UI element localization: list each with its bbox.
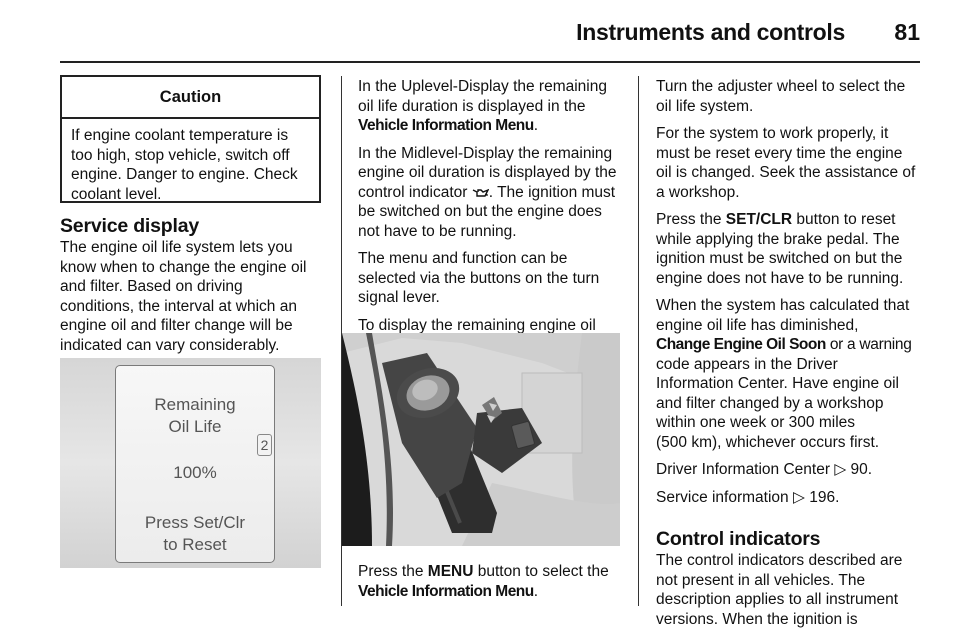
bold-term-vehicle-information-menu: Vehicle Information Menu: [358, 117, 534, 134]
display-text-remaining: Remaining: [154, 395, 236, 414]
text-line: In the Midlevel-Display the remaining: [358, 144, 613, 162]
text-line: description applies to all instrument: [656, 591, 899, 608]
lever-illustration: [342, 333, 620, 546]
text-line: ignition must be switched on but the: [656, 250, 903, 267]
oil-can-icon: [472, 187, 489, 198]
text-fragment: Driver Information Center: [656, 461, 835, 478]
text-line: Turn the adjuster wheel to select the: [656, 78, 906, 95]
bold-term-change-engine-oil-soon: Change Engine Oil Soon: [656, 336, 826, 353]
text-line: must be reset every time the engine: [656, 144, 903, 162]
text-line: be switched on but the engine does: [358, 203, 602, 220]
text-fragment: . The ignition must: [488, 183, 616, 201]
text-line: selected via the buttons on the turn: [358, 269, 600, 287]
text-line: too high, stop vehicle, switch off: [71, 146, 290, 164]
text-line: conditions, the interval at which an: [60, 297, 297, 315]
right-column-text: [656, 77, 926, 629]
text-line: When the system has calculated that: [656, 297, 910, 314]
text-line: oil life duration is displayed in the: [358, 97, 586, 115]
turn-signal-lever-figure: [342, 333, 620, 546]
text-line: not have to be running.: [358, 222, 517, 240]
paragraph: [656, 77, 926, 116]
display-screen: [115, 365, 275, 563]
text-line: indicated can vary considerably.: [60, 336, 280, 354]
text-line: and filter. Based on driving: [60, 278, 243, 295]
text-line: (500 km), whichever occurs first.: [656, 433, 880, 451]
text-line: engine does not have to be running.: [656, 269, 904, 287]
text-line: signal lever.: [358, 289, 440, 306]
text-line: a workshop.: [656, 183, 740, 201]
text-line: Information Center. Have engine oil: [656, 375, 899, 392]
text-line: engine oil duration is displayed by the: [358, 164, 617, 181]
text-fragment: Press the: [656, 211, 726, 228]
bold-term-vehicle-information-menu: Vehicle Information Menu: [358, 582, 534, 600]
column-divider-right: [638, 76, 639, 606]
header-rule: [60, 61, 920, 63]
text-line: For the system to work properly, it: [656, 125, 889, 142]
text-fragment: Press the: [358, 563, 428, 580]
display-text-to-reset: to Reset: [163, 535, 227, 554]
paragraph: [656, 296, 926, 452]
bold-term-set-clr: SET/CLR: [725, 211, 793, 228]
oil-life-display-figure: [60, 358, 321, 568]
text-line: The control indicators described are: [656, 552, 903, 569]
text-fragment: Service information: [656, 488, 793, 506]
cross-reference-arrow-icon: ▷: [792, 488, 805, 506]
bold-term-menu: MENU: [427, 563, 474, 580]
text-line: oil life system.: [656, 97, 754, 115]
text-line: To display the remaining engine oil: [358, 316, 596, 334]
service-display-section: [60, 214, 328, 355]
section-heading-control-indicators: Control indicators: [656, 528, 821, 550]
text-fragment: button to reset: [792, 211, 896, 228]
page-number: 81: [894, 19, 920, 45]
text-line: versions. When the ignition is: [656, 610, 858, 628]
text-line: coolant level.: [71, 185, 162, 203]
text-line: not present in all vehicles. The: [656, 571, 866, 589]
text-line: within one week or 300 miles: [656, 414, 856, 431]
text-line: In the Uplevel-Display the remaining: [358, 78, 607, 95]
text-line: code appears in the Driver: [656, 355, 838, 373]
cross-reference-service-information[interactable]: [656, 488, 926, 508]
text-line: The engine oil life system lets you: [60, 239, 293, 256]
display-text-press-set-clr: Press Set/Clr: [144, 513, 246, 532]
caution-title: Caution: [62, 77, 319, 119]
display-text-percent: 100%: [173, 463, 217, 482]
middle-column-caption: [358, 562, 626, 601]
paragraph: [656, 124, 926, 202]
cross-reference-driver-information-center[interactable]: [656, 460, 926, 480]
text-fragment: .: [533, 117, 539, 134]
text-line: engine oil life has diminished,: [656, 316, 859, 334]
text-fragment: control indicator: [358, 183, 472, 201]
paragraph: [358, 249, 626, 308]
xref-page: 90.: [846, 461, 873, 478]
text-line: and filter changed by a workshop: [656, 394, 884, 412]
paragraph: [358, 144, 626, 242]
text-line: engine oil and filter change will be: [60, 317, 293, 334]
text-line: The menu and function can be: [358, 250, 568, 267]
text-line: engine. Danger to engine. Check: [71, 166, 298, 183]
text-fragment: .: [533, 582, 539, 600]
display-text-oil-life: Oil Life: [168, 417, 222, 436]
paragraph: [656, 210, 926, 288]
text-fragment: button to select the: [473, 563, 609, 580]
caution-box: [60, 75, 321, 203]
middle-column-text: [358, 77, 626, 363]
text-line: while applying the brake pedal. The: [656, 230, 900, 248]
display-page-indicator: 2: [257, 434, 272, 456]
xref-page: 196.: [804, 488, 840, 506]
paragraph: [358, 77, 626, 136]
text-fragment: or a warning: [825, 336, 912, 353]
section-heading-service-display: Service display: [60, 215, 200, 237]
text-line: oil is changed. Seek the assistance of: [656, 164, 916, 181]
text-line: know when to change the engine oil: [60, 258, 307, 276]
running-header-title: Instruments and controls: [576, 19, 845, 45]
cross-reference-arrow-icon: ▷: [834, 461, 847, 478]
text-line: If engine coolant temperature is: [71, 127, 289, 144]
caution-text: [62, 119, 319, 204]
